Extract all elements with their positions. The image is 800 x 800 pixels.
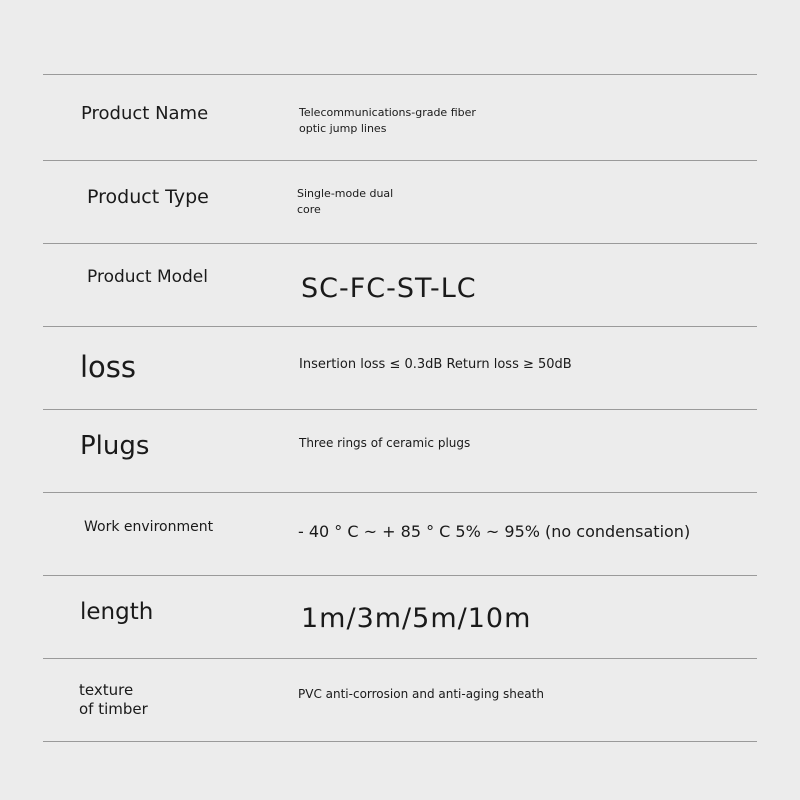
loss-value: Insertion loss ≤ 0.3dB Return loss ≥ 50dB bbox=[299, 357, 572, 372]
product-type-value bbox=[297, 186, 393, 218]
length-value: 1m/3m/5m/10m bbox=[301, 603, 532, 634]
product-model-label: Product Model bbox=[87, 267, 208, 287]
spec-row-texture bbox=[43, 659, 757, 742]
spec-table bbox=[43, 74, 757, 742]
texture-value: PVC anti-corrosion and anti-aging sheath bbox=[298, 687, 544, 701]
product-type-label: Product Type bbox=[87, 186, 209, 208]
spec-row-work-environment bbox=[43, 493, 757, 576]
loss-label: loss bbox=[80, 350, 137, 384]
spec-row-product-model bbox=[43, 244, 757, 327]
product-type-value-line2: core bbox=[297, 203, 321, 216]
product-name-value-line2: optic jump lines bbox=[299, 122, 387, 135]
spec-row-product-type bbox=[43, 161, 757, 244]
length-label: length bbox=[80, 599, 154, 625]
spec-row-plugs bbox=[43, 410, 757, 493]
product-name-value-line1: Telecommunications-grade fiber bbox=[299, 106, 476, 119]
product-name-label: Product Name bbox=[81, 103, 209, 124]
work-environment-label: Work environment bbox=[84, 519, 214, 535]
spec-row-product-name bbox=[43, 74, 757, 161]
texture-label-line2: of timber bbox=[79, 700, 148, 718]
product-model-value: SC-FC-ST-LC bbox=[301, 273, 477, 304]
spec-row-length bbox=[43, 576, 757, 659]
texture-label-line1: texture bbox=[79, 681, 134, 699]
product-type-value-line1: Single-mode dual bbox=[297, 187, 394, 200]
spec-row-loss bbox=[43, 327, 757, 410]
plugs-value: Three rings of ceramic plugs bbox=[299, 436, 471, 450]
texture-label bbox=[79, 681, 148, 719]
product-name-value bbox=[299, 105, 476, 137]
work-environment-value: - 40 ° C ~ + 85 ° C 5% ~ 95% (no condensation) bbox=[298, 522, 691, 541]
plugs-label: Plugs bbox=[80, 431, 150, 461]
